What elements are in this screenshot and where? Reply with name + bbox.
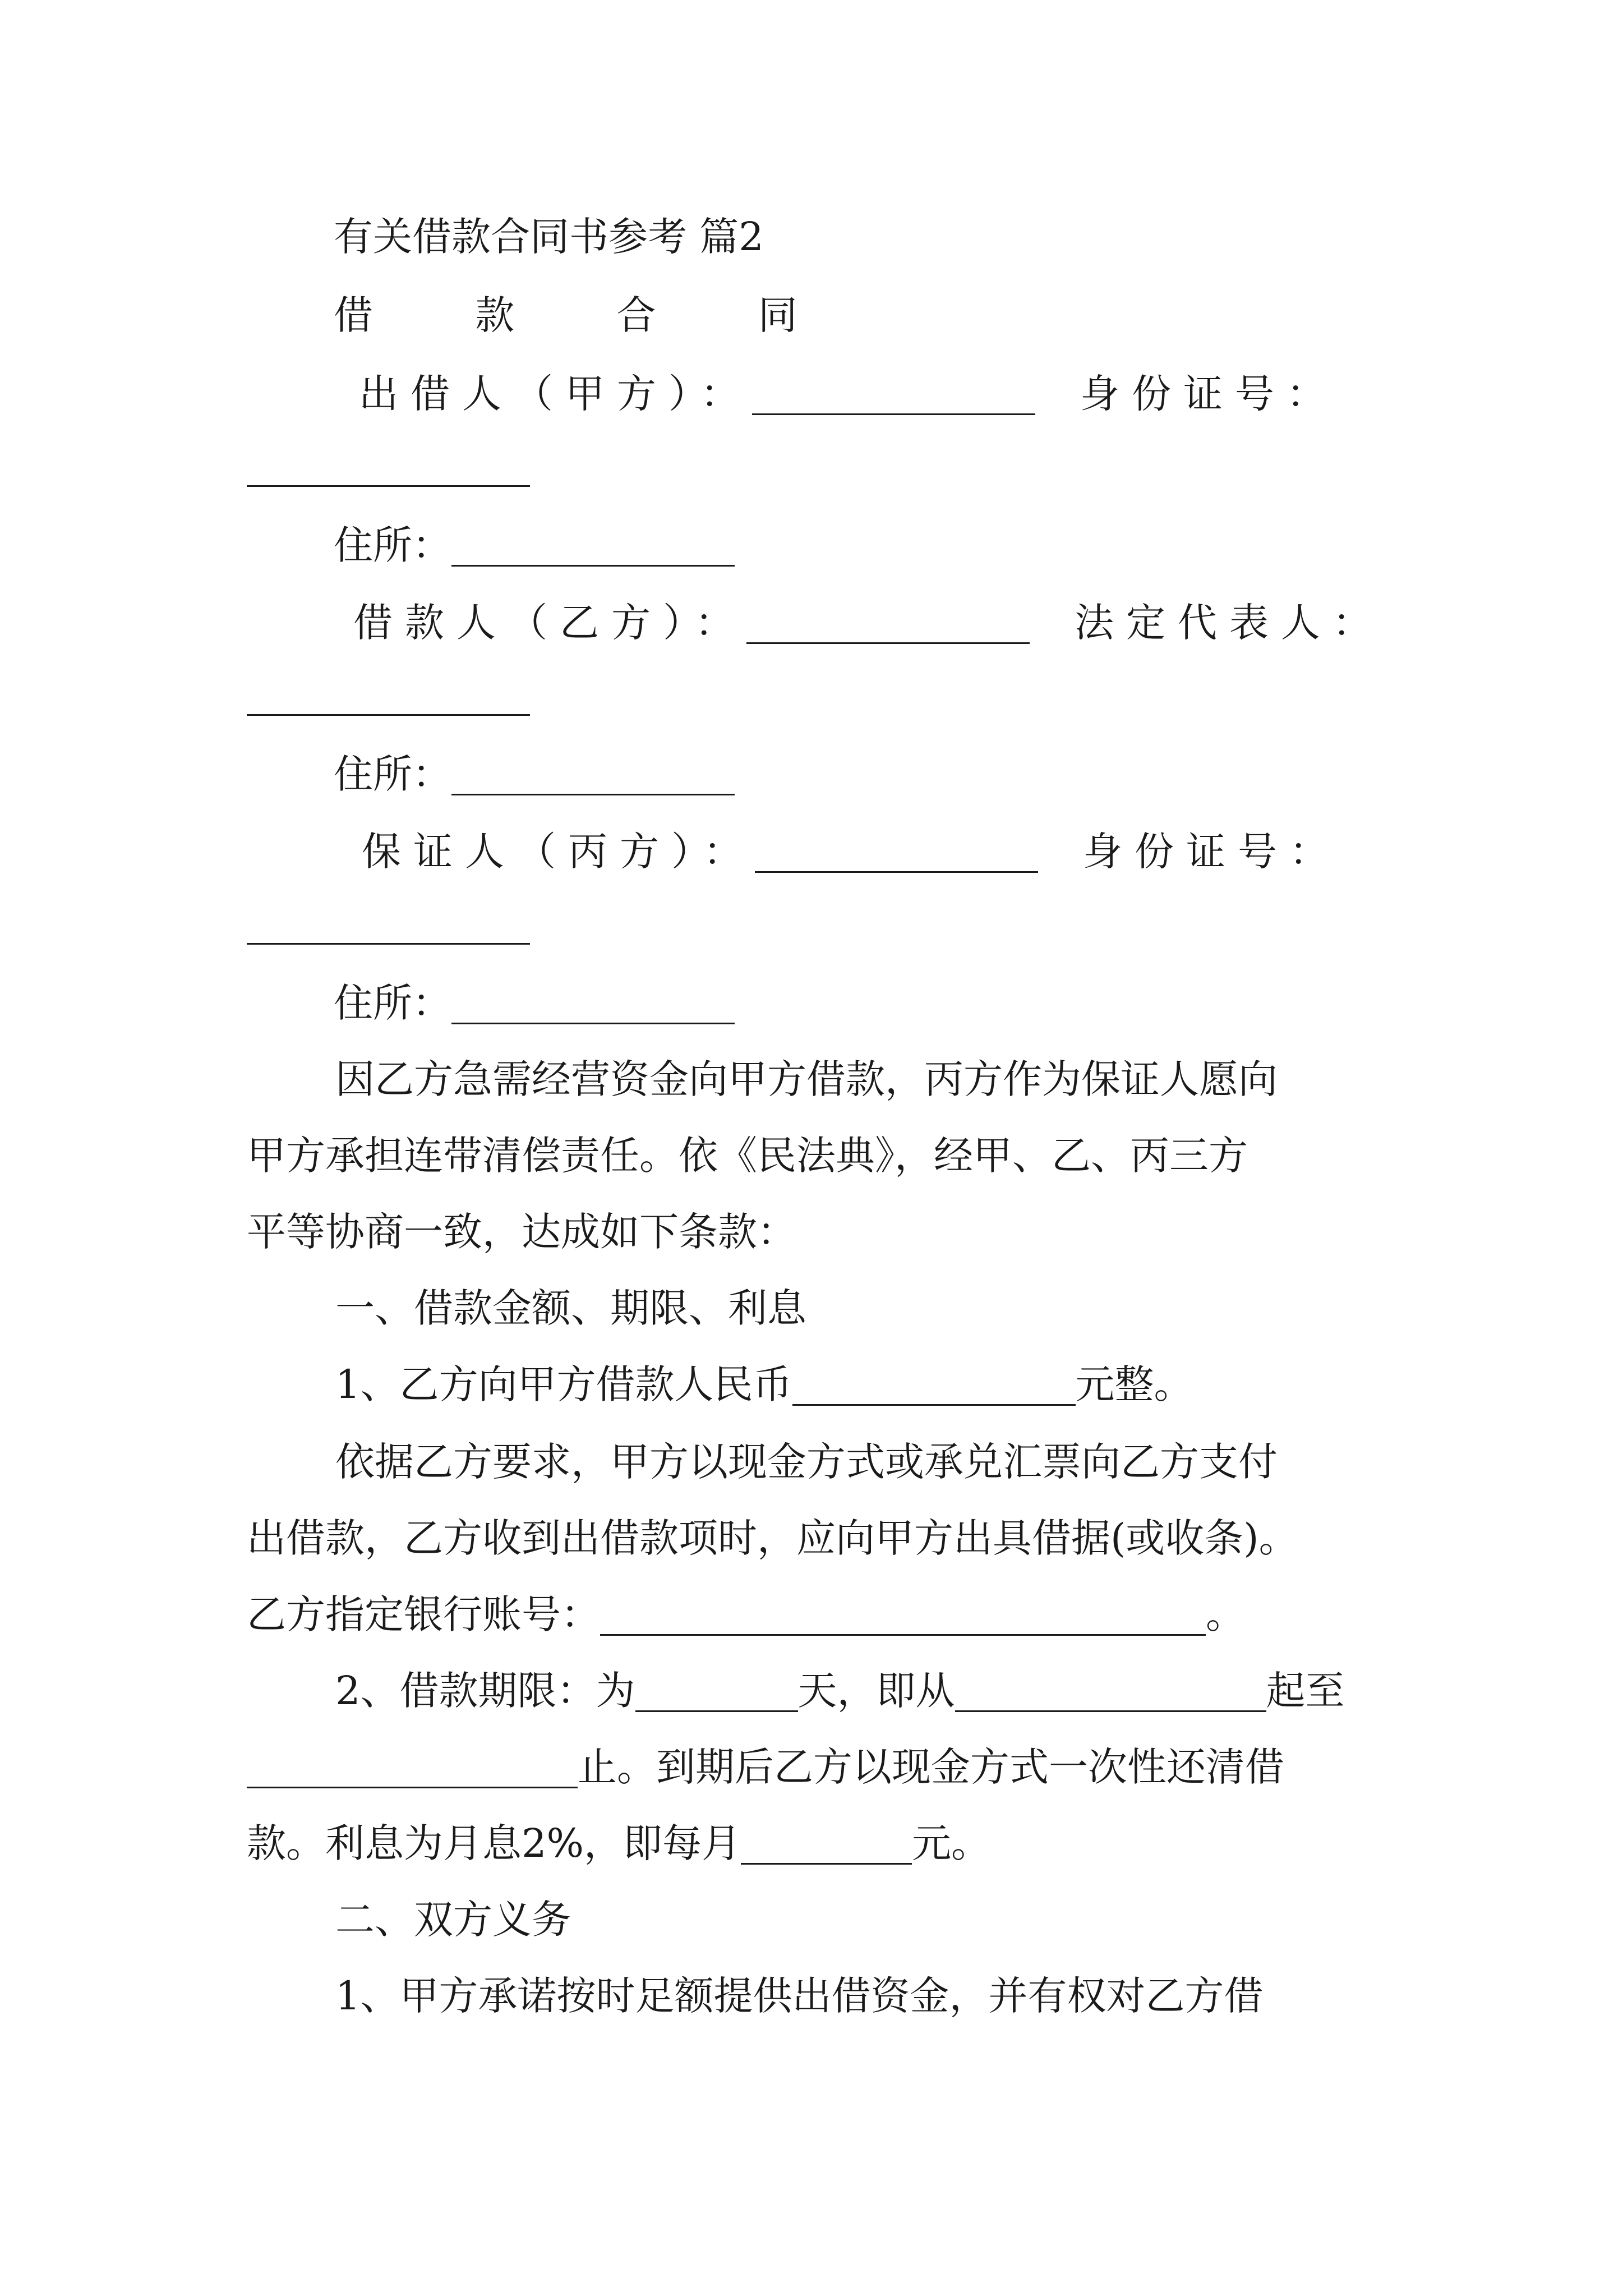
item-1-1-line <box>247 1356 1453 1412</box>
guarantor-name-blank <box>755 827 1038 873</box>
start-date-blank <box>955 1667 1266 1712</box>
guarantor-id-label: 身份证号： <box>1083 829 1341 875</box>
bank-account-suffix: 。 <box>1206 1591 1245 1637</box>
guarantor-address-blank <box>451 979 735 1024</box>
borrower-label: 借款人（乙方）： <box>353 600 746 646</box>
lender-line <box>359 366 1565 422</box>
interest-suffix: 元。 <box>912 1820 991 1866</box>
guarantor-line <box>362 823 1567 880</box>
item-2-1-line: 1、甲方承诺按时足额提供出借资金，并有权对乙方借 <box>335 1973 1264 2019</box>
item-1-para-line-1: 依据乙方要求，甲方以现金方式或承兑汇票向乙方支付 <box>335 1439 1278 1485</box>
guarantor-address-label: 住所： <box>334 980 451 1026</box>
bank-account-blank <box>600 1590 1206 1636</box>
lender-label: 出借人（甲方）： <box>359 371 752 417</box>
end-date-blank <box>247 1743 578 1788</box>
item-1-2-line-2 <box>247 1739 1453 1795</box>
item-1-2-to: 起至 <box>1266 1668 1345 1714</box>
item-1-2-from: 天，即从 <box>797 1668 955 1714</box>
borrower-line <box>353 595 1559 651</box>
borrower-address-blank <box>451 750 735 795</box>
borrower-rep-label: 法定代表人： <box>1075 600 1384 646</box>
item-1-para-line-2: 出借款，乙方收到出借款项时，应向甲方出具借据(或收条)。 <box>247 1515 1298 1561</box>
borrower-name-blank <box>746 599 1030 644</box>
guarantor-id-line <box>247 895 1453 951</box>
loan-days-blank <box>635 1667 798 1712</box>
section-2-heading: 二、双方义务 <box>335 1897 571 1943</box>
borrower-rep-blank <box>247 670 530 716</box>
loan-amount-blank <box>792 1360 1076 1406</box>
monthly-interest-blank <box>741 1819 912 1865</box>
guarantor-id-blank <box>247 899 530 945</box>
document-heading: 有关借款合同书参考 篇2 <box>334 214 764 260</box>
lender-id-line <box>247 438 1453 494</box>
item-1-2-text: 2、借款期限：为 <box>335 1668 635 1714</box>
guarantor-label: 保证人（丙方）： <box>362 829 755 875</box>
bank-account-line <box>247 1586 1453 1642</box>
lender-address-line <box>334 517 1539 573</box>
lender-address-label: 住所： <box>334 522 451 568</box>
section-1-heading: 一、借款金额、期限、利息 <box>335 1285 806 1331</box>
item-1-1-text: 1、乙方向甲方借款人民币 <box>335 1361 792 1407</box>
intro-line-1: 因乙方急需经营资金向甲方借款，丙方作为保证人愿向 <box>335 1056 1278 1102</box>
borrower-address-label: 住所： <box>334 751 451 797</box>
item-1-2-line-3 <box>247 1815 1453 1871</box>
borrower-rep-line <box>247 666 1453 723</box>
lender-name-blank <box>752 370 1035 415</box>
interest-text: 款。利息为月息2%，即每月 <box>247 1820 741 1866</box>
intro-line-2: 甲方承担连带清偿责任。依《民法典》，经甲、乙、丙三方 <box>247 1133 1248 1179</box>
lender-id-blank <box>247 441 530 487</box>
item-1-2-line <box>247 1663 1453 1719</box>
contract-title: 借 款 合 同 <box>334 292 842 338</box>
intro-line-3: 平等协商一致，达成如下条款： <box>247 1209 796 1255</box>
lender-id-label: 身份证号： <box>1080 371 1338 417</box>
bank-account-label: 乙方指定银行账号： <box>247 1591 600 1637</box>
guarantor-address-line <box>334 975 1539 1031</box>
item-1-2-repay-text: 止。到期后乙方以现金方式一次性还清借 <box>578 1744 1284 1790</box>
borrower-address-line <box>334 746 1539 802</box>
item-1-1-suffix: 元整。 <box>1075 1361 1193 1407</box>
lender-address-blank <box>451 521 735 567</box>
